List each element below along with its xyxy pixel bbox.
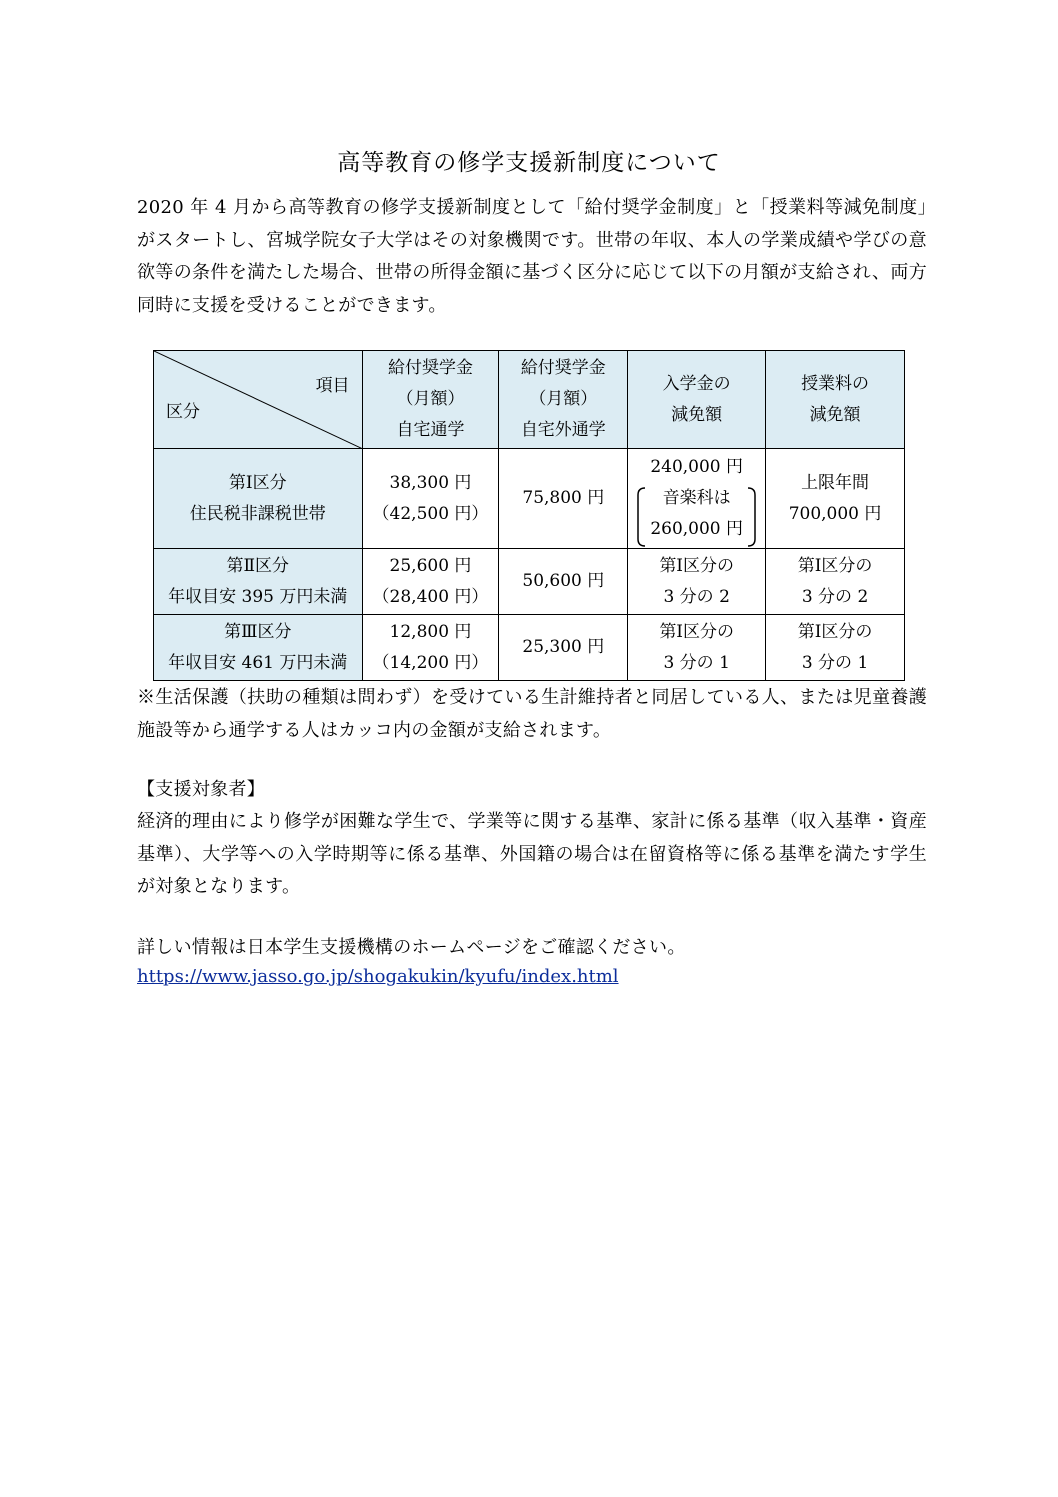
header-line: 減免額 bbox=[671, 404, 723, 425]
header-line: 給付奨学金 bbox=[520, 358, 606, 378]
home-amount-special: （14,200 円） bbox=[372, 652, 489, 673]
corner-division-label: 区分 bbox=[166, 402, 200, 422]
right-bracket-icon bbox=[747, 487, 757, 547]
tuition-label: 第Ⅰ区分の bbox=[797, 621, 873, 642]
home-amount-special: （28,400 円） bbox=[372, 586, 489, 607]
division-condition: 年収目安 395 万円未満 bbox=[168, 586, 348, 607]
header-tuition-waiver bbox=[766, 351, 905, 449]
division-cell bbox=[154, 549, 363, 615]
home-amount-cell bbox=[362, 449, 499, 549]
header-line: 自宅外通学 bbox=[520, 420, 606, 440]
header-line: 自宅通学 bbox=[396, 420, 465, 440]
admission-fraction: 3 分の 1 bbox=[663, 652, 730, 673]
info-paragraph: 詳しい情報は日本学生支援機構のホームページをご確認ください。 bbox=[137, 937, 686, 958]
division-cell bbox=[154, 449, 363, 549]
jasso-link[interactable]: https://www.jasso.go.jp/shogakukin/kyufu/index.html bbox=[137, 966, 619, 987]
admission-label: 第Ⅰ区分の bbox=[659, 555, 735, 576]
music-dept-label: 音楽科は bbox=[662, 488, 731, 508]
table-footnote: ※生活保護（扶助の種類は問わず）を受けている生計維持者と同居している人、または児童養護施設等から通学する人はカッコ内の金額が支給されます。 bbox=[137, 687, 927, 741]
home-amount: 38,300 円 bbox=[389, 472, 472, 493]
division-condition: 年収目安 461 万円未満 bbox=[168, 652, 348, 673]
header-line: 入学金の bbox=[662, 373, 731, 394]
home-amount-cell bbox=[362, 615, 499, 681]
header-line: （月額） bbox=[396, 389, 465, 409]
division-condition: 住民税非課税世帯 bbox=[189, 503, 326, 524]
tuition-waiver-cell bbox=[766, 549, 905, 615]
header-away-scholarship bbox=[499, 351, 628, 449]
header-admission-waiver bbox=[628, 351, 766, 449]
home-amount: 12,800 円 bbox=[389, 621, 472, 642]
away-amount-cell: 25,300 円 bbox=[499, 615, 628, 681]
away-amount-cell: 75,800 円 bbox=[499, 449, 628, 549]
left-bracket-icon bbox=[636, 487, 646, 547]
home-amount-cell bbox=[362, 549, 499, 615]
intro-paragraph: 2020 年 4 月から高等教育の修学支援新制度として「給付奨学金制度」と「授業料等減免制度」がスタートし、宮城学院女子大学はその対象機関です。世帯の年収、本人の学業成績や学びの意欲等の条件を満たした場合、世帯の所得金額に基づく区分に応じて以下の月額が支給され、両方同時に支援を受けることができます。 bbox=[137, 197, 927, 316]
division-name: 第Ⅱ区分 bbox=[226, 555, 290, 576]
support-amount-table bbox=[153, 350, 905, 681]
table-row bbox=[154, 549, 905, 615]
page-title: 高等教育の修学支援新制度について bbox=[337, 150, 721, 176]
table-corner-cell bbox=[154, 351, 363, 449]
header-home-scholarship bbox=[362, 351, 499, 449]
tuition-label: 上限年間 bbox=[801, 472, 870, 493]
target-heading: 【支援対象者】 bbox=[137, 779, 266, 800]
tuition-waiver-cell bbox=[766, 615, 905, 681]
music-dept-note bbox=[636, 483, 757, 545]
admission-fraction: 3 分の 2 bbox=[663, 586, 730, 607]
target-paragraph: 経済的理由により修学が困難な学生で、学業等に関する基準、家計に係る基準（収入基準・資産基準）、大学等への入学時期等に係る基準、外国籍の場合は在留資格等に係る基準を満たす学生が対象となります。 bbox=[137, 811, 927, 897]
admission-waiver-cell bbox=[628, 449, 766, 549]
admission-amount: 240,000 円 bbox=[650, 457, 744, 477]
table-row bbox=[154, 615, 905, 681]
away-amount-cell: 50,600 円 bbox=[499, 549, 628, 615]
division-cell bbox=[154, 615, 363, 681]
table-row bbox=[154, 449, 905, 549]
tuition-amount: 700,000 円 bbox=[788, 503, 882, 524]
tuition-label: 第Ⅰ区分の bbox=[797, 555, 873, 576]
header-line: 授業料の bbox=[801, 373, 870, 394]
home-amount-special: （42,500 円） bbox=[372, 503, 489, 524]
tuition-fraction: 3 分の 2 bbox=[801, 586, 869, 607]
header-line: （月額） bbox=[529, 389, 598, 409]
division-name: 第Ⅰ区分 bbox=[228, 472, 287, 493]
admission-label: 第Ⅰ区分の bbox=[659, 621, 735, 642]
tuition-fraction: 3 分の 1 bbox=[801, 652, 869, 673]
music-dept-amount: 260,000 円 bbox=[650, 519, 744, 539]
header-line: 給付奨学金 bbox=[387, 358, 473, 378]
division-name: 第Ⅲ区分 bbox=[224, 621, 292, 642]
home-amount: 25,600 円 bbox=[389, 555, 472, 576]
header-line: 減免額 bbox=[809, 404, 861, 425]
admission-waiver-cell bbox=[628, 615, 766, 681]
corner-item-label: 項目 bbox=[315, 376, 350, 396]
tuition-waiver-cell bbox=[766, 449, 905, 549]
admission-waiver-cell bbox=[628, 549, 766, 615]
